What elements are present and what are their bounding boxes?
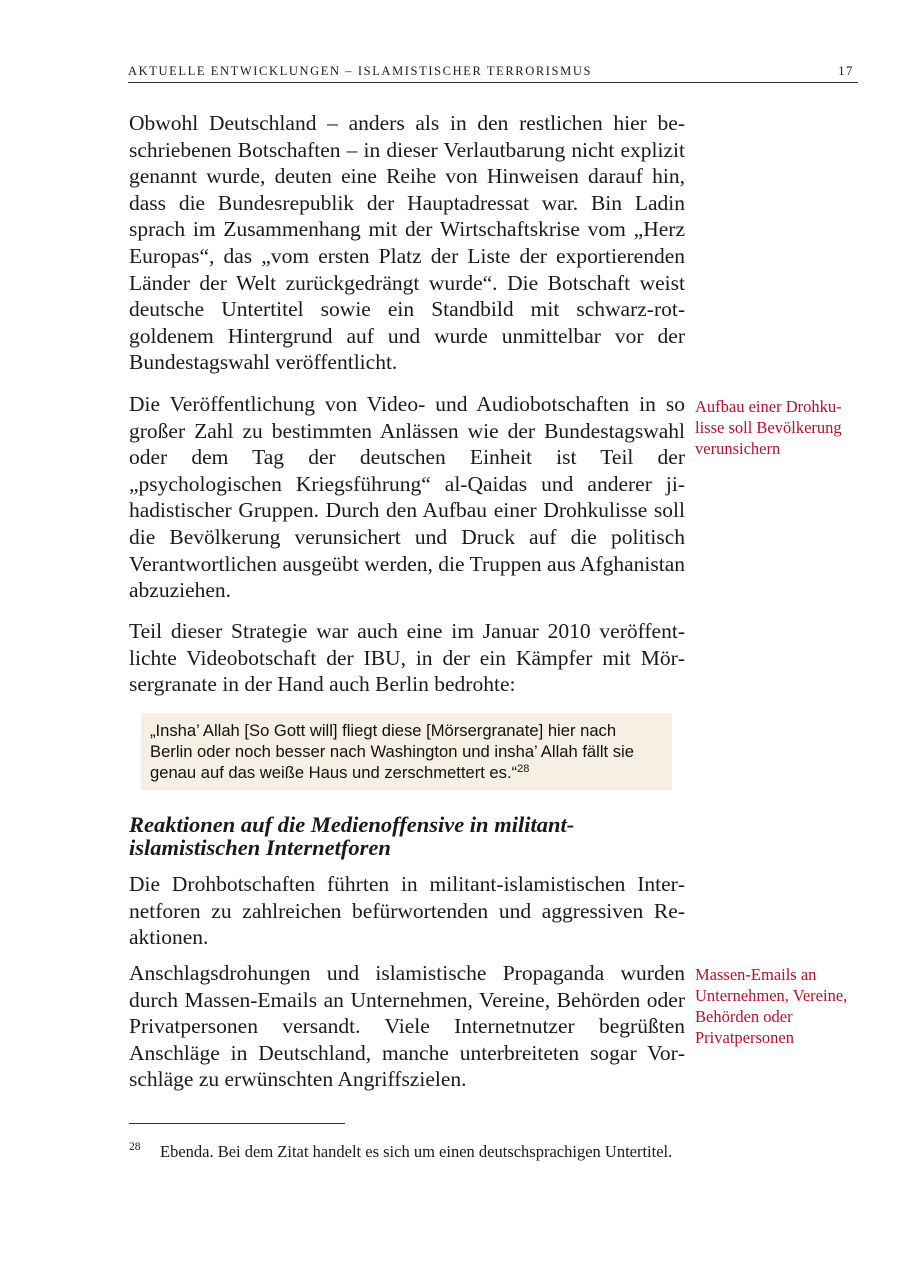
- paragraph-4-container: [129, 871, 685, 951]
- section-heading: Reaktionen auf die Medienoffensive in militant-islamistischen Internetforen: [129, 812, 575, 860]
- running-header: [128, 62, 858, 83]
- quote-text: „Insha’ Allah [So Gott will] fliegt diese [Mörsergranate] hier nach Berlin oder noch besser nach Washington und insha’ Allah fällt sie genau auf das weiße Haus und zerschmettert es.“: [150, 721, 634, 782]
- margin-note-drohkulisse: Aufbau einer Drohkulisse soll Bevölkerung verunsichern: [695, 397, 842, 458]
- paragraph-1: Obwohl Deutschland – anders als in den restlichen hier beschriebenen Botschaften – in dieser Verlautbarung nicht explizit genannt wurde, deuten eine Reihe von Hinweisen darauf hin, dass die Bundesrepublik der Hauptadressat war. Bin Ladin sprach im Zusammenhang mit der Wirtschaftskrise vom „Herz Europas“, das „vom ersten Platz der Liste der exportierenden Länder der Welt zurückgedrängt wurde“. Die Botschaft weist deutsche Untertitel sowie ein Standbild mit schwarz-rot-goldenem Hintergrund auf und wurde unmittelbar vor der Bundestagswahl veröffentlicht.: [129, 111, 685, 375]
- paragraph-3: Teil dieser Strategie war auch eine im Januar 2010 veröffentlichte Videobotschaft der IBU, in der ein Kämpfer mit Mörsergranate in der Hand auch Berlin bedrohte:: [129, 619, 685, 697]
- quote-box: [141, 713, 672, 790]
- paragraph-4: Die Drohbotschaften führten in militant-islamistischen Internetforen zu zahlreichen befürwortenden und aggressiven Reaktionen.: [129, 872, 685, 950]
- footnote-text: Ebenda. Bei dem Zitat handelt es sich um einen deutschsprachigen Untertitel.: [160, 1142, 673, 1161]
- paragraph-1-container: [129, 110, 685, 376]
- footnote-divider: [129, 1123, 345, 1124]
- header-title: AKTUELLE ENTWICKLUNGEN – ISLAMISTISCHER TERRORISMUS: [128, 64, 592, 78]
- quote-footnote-ref[interactable]: 28: [517, 763, 530, 775]
- paragraph-2: Die Veröffentlichung von Video- und Audiobotschaften in so großer Zahl zu bestimmten Anlässen wie der Bundestagswahl oder dem Tag der deutschen Einheit ist Teil der „psychologischen Kriegsführung“ al-Qaidas und anderer jihadistischer Gruppen. Durch den Aufbau einer Drohkulisse soll die Bevölkerung verunsichert und Druck auf die politisch Verantwortlichen ausgeübt werden, die Truppen aus Afghanistan abzuziehen.: [129, 392, 685, 603]
- paragraph-3-container: [129, 618, 685, 698]
- footnote-number: 28: [129, 1141, 141, 1153]
- paragraph-5: Anschlagsdrohungen und islamistische Propaganda wurden durch Massen-Emails an Unternehmen, Vereine, Behörden oder Privatpersonen versandt. Viele Internetnutzer begrüßten Anschläge in Deutschland, manche unterbreiteten sogar Vorschläge zu erwünschten Angriffszielen.: [129, 961, 685, 1092]
- paragraph-5-container: [129, 960, 685, 1093]
- paragraph-2-container: [129, 391, 685, 604]
- page-number: 17: [838, 64, 854, 78]
- margin-note-massen-emails: Massen-Emails an Unternehmen, Vereine, Behörden oder Privatpersonen: [695, 965, 848, 1047]
- footnote: [129, 1141, 685, 1162]
